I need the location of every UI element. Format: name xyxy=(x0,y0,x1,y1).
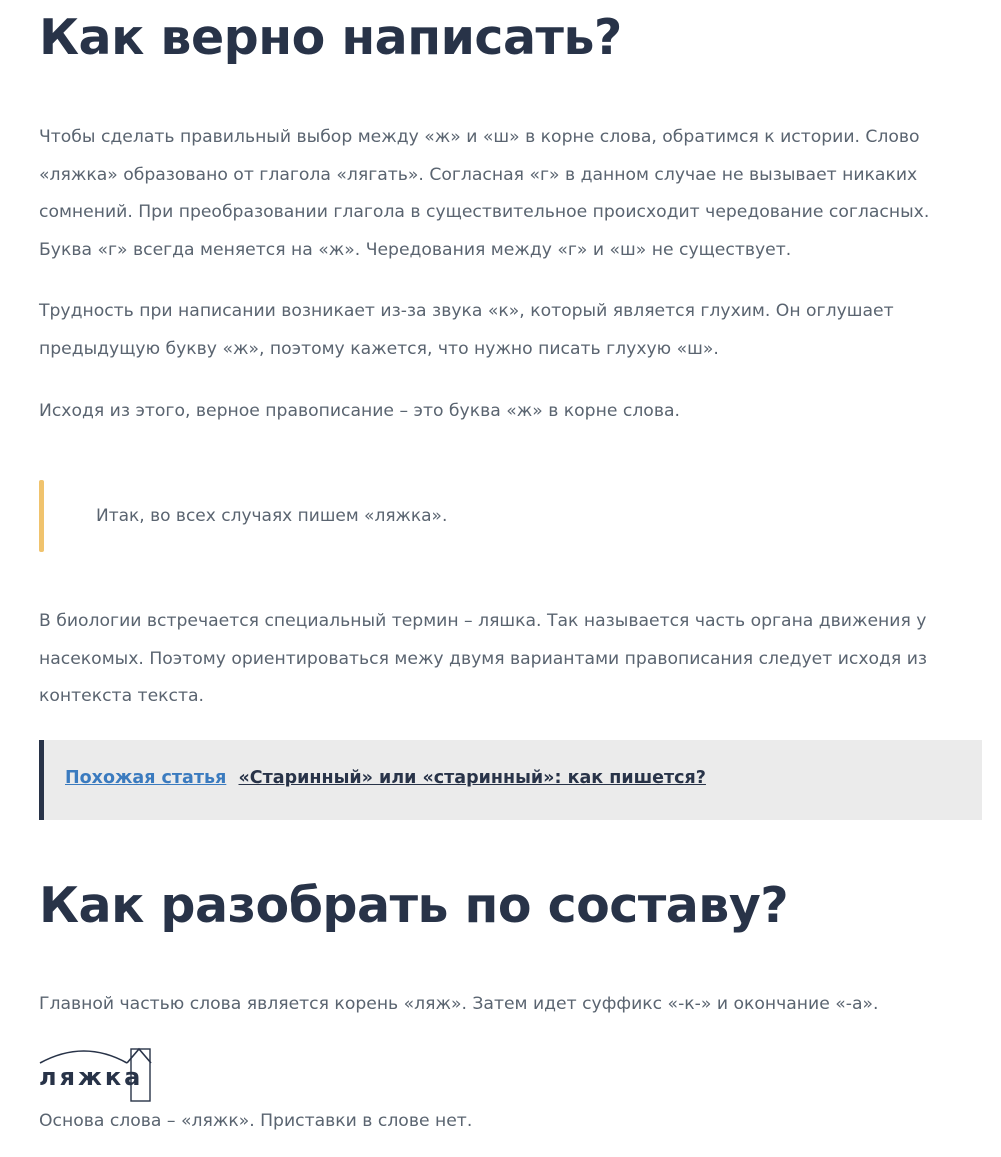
paragraph-difficulty: Трудность при написании возникает из-за звука «к», который является глухим. Он оглушает предыдущую букву «ж», поэтому кажется, что нужно писать глухую «ш». xyxy=(39,301,894,359)
paragraph-conclusion: Исходя из этого, верное правописание – это буква «ж» в корне слова. xyxy=(39,401,680,421)
related-article-title-link[interactable]: «Старинный» или «старинный»: как пишется? xyxy=(238,768,706,788)
paragraph-history: Чтобы сделать правильный выбор между «ж» и «ш» в корне слова, обратимся к истории. Слово «ляжка» образовано от глагола «лягать». Согласная «г» в данном случае не вызывает никаких сомнений. При преобразовании глагола в существительное происходит чередование согласных. Буква «г» всегда меняется на «ж». Чередования между «г» и «ш» не существует. xyxy=(39,127,930,260)
morpheme-word: ляжка xyxy=(39,1063,144,1091)
related-article-box xyxy=(39,740,982,820)
paragraph-stem: Основа слова – «ляжк». Приставки в слове нет. xyxy=(39,1111,473,1131)
section-heading-spelling: Как верно написать? xyxy=(39,9,622,66)
blockquote xyxy=(39,480,939,552)
paragraph-biology: В биологии встречается специальный термин – ляшка. Так называется часть органа движения у насекомых. Поэтому ориентироваться межу двумя вариантами правописания следует исходя из контекста текста. xyxy=(39,611,928,706)
related-article-label-link[interactable]: Похожая статья xyxy=(65,768,227,788)
blockquote-text: Итак, во всех случаях пишем «ляжка». xyxy=(96,506,448,526)
morpheme-diagram xyxy=(39,1045,179,1103)
section-heading-morphology: Как разобрать по составу? xyxy=(39,877,789,934)
blockquote-accent-bar xyxy=(39,480,44,552)
root-arc-mark xyxy=(40,1051,127,1063)
paragraph-morphology: Главной частью слова является корень «ляж». Затем идет суффикс «-к-» и окончание «-а». xyxy=(39,994,879,1014)
